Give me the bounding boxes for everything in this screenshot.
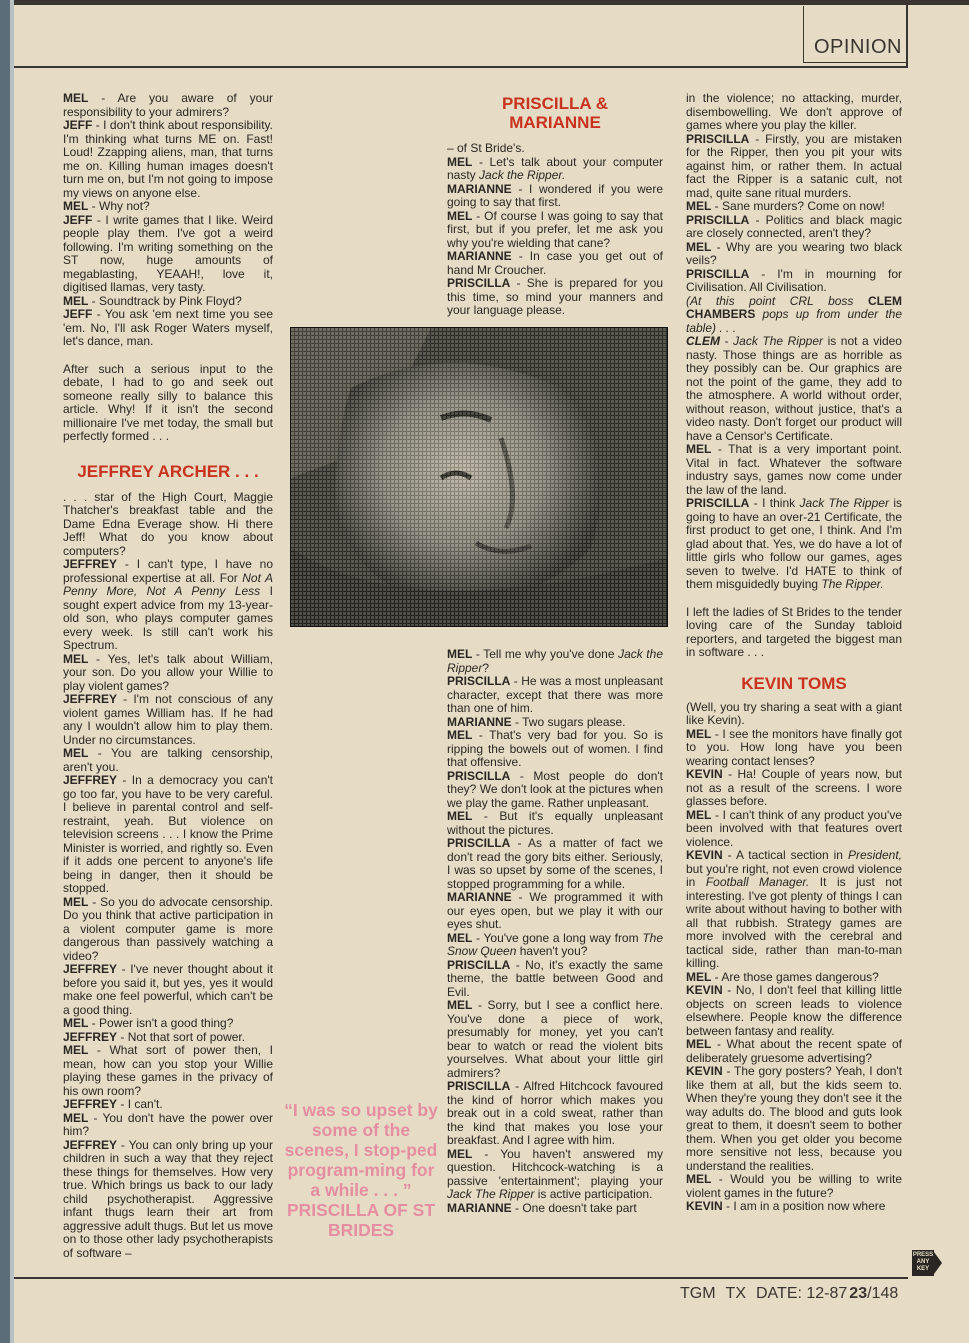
c2-mel-4: MEL - You haven't answered my question. Hitchcock-watching is a passive 'entertainment'; playing your Jack The Ripper is active participation. xyxy=(447,1146,663,1201)
c1-line-1: JEFF - I don't think about responsibility. I'm thinking what turns ME on. Fast! Loud! Zzapping aliens, man, that turns me on. Killing human images doesn't turn me on, but I'm not going to impose my views on anyone else. xyxy=(63,118,273,200)
c2-line-1: MEL - Of course I was going to say that first, but if you prefer, let me ask you why you're wielding that cane? xyxy=(447,208,663,250)
press-arrow-icon xyxy=(934,1252,942,1274)
c1-intro: . . . star of the High Court, Maggie Thatcher's breakfast table and the Dame Edna Everage show. Hi there Jeff! What do you know about computers? xyxy=(63,489,273,558)
c3-line-4: PRISCILLA - I'm in mourning for Civilisation. All Civilisation. xyxy=(686,266,902,294)
c3-k-1: KEVIN - Ha! Couple of years now, but not as a result of the screens. I wore glasses before. xyxy=(686,767,902,808)
press-any-key-badge: PRESS ANY KEY xyxy=(912,1250,934,1276)
column-2-bottom xyxy=(447,648,663,1215)
c2-c-0: PRISCILLA - No, it's exactly the same theme, the battle between Good and Evil. xyxy=(447,957,663,999)
c1-line-0: MEL - Are you aware of your responsibility to your admirers? xyxy=(63,91,273,119)
c2-b-0: PRISCILLA - He was a most unpleasant character, except that there was more than one of him. xyxy=(447,674,663,715)
header-rule xyxy=(14,66,908,68)
c2-mel-3: MEL - You've gone a long way from The Snow Queen haven't you? xyxy=(447,930,663,958)
c2-marianne-last: MARIANNE - One doesn't take part xyxy=(447,1200,637,1215)
c3-k-0: MEL - I see the monitors have finally got to you. How long have you been wearing contact lenses? xyxy=(686,726,902,768)
c1-line-4: MEL - Soundtrack by Pink Floyd? xyxy=(63,293,242,308)
column-2-top xyxy=(447,94,663,318)
column-3 xyxy=(686,92,902,1214)
c2-mel-1: MEL - Let's talk about your computer nasty Jack the Ripper. xyxy=(447,154,663,182)
c1-q-6: MEL - Power isn't a good thing? xyxy=(63,1016,234,1030)
footer-total: /148 xyxy=(867,1285,899,1302)
c2-b-3: PRISCILLA - Most people do don't they? We don't look at the pictures when we play the game. Rather unpleasant. xyxy=(447,768,663,810)
c1-q-7: JEFFREY - Not that sort of power. xyxy=(63,1029,246,1044)
c1-q-9: JEFFREY - I can't. xyxy=(63,1097,163,1111)
c2-b-1: MARIANNE - Two sugars please. xyxy=(447,714,626,729)
c3-kevin-tactical: KEVIN - A tactical section in President, but you're right, not even crowd violence in Football Manager. It is just not interesting. I've got plenty of things I can write about without having to bother with all that rubbish. Strategy games are more involved with the cerebral and tactical side, rather than man-to-man killing. xyxy=(686,848,902,970)
c1-line-2: MEL - Why not? xyxy=(63,199,150,213)
c3-line-1: MEL - Sane murders? Come on now! xyxy=(686,199,885,213)
c3-m-5: KEVIN - I am in a position now where xyxy=(686,1199,886,1213)
section-tab xyxy=(803,6,906,63)
heading-jeffrey-archer: JEFFREY ARCHER . . . xyxy=(77,461,259,481)
heading-priscilla: PRISCILLA & xyxy=(501,94,609,113)
c3-k-2: MEL - I can't think of any product you've been involved with that features overt violence. xyxy=(686,807,902,849)
c2-line-0: MARIANNE - I wondered if you were going to say that first. xyxy=(447,181,663,209)
c3-m-1: KEVIN - No, I don't feel that killing little objects on screen leads to violence elsewhere. People know the difference between fantasy and reality. xyxy=(686,983,902,1038)
c3-mel-1: MEL - That is a very important point. Vital in fact. Whatever the software industry says, games now come under the law of the land. xyxy=(686,442,902,497)
footer-date: DATE: 12-87 xyxy=(756,1285,848,1302)
top-rule xyxy=(14,0,969,5)
c1-q-8: MEL - What sort of power then, I mean, how can you stop your Willie playing these games in the privacy of his own room? xyxy=(63,1043,273,1098)
c1-q-5: JEFFREY - I've never thought about it before you said it, but yes, yes it would make one feel powerful, which can't be a good thing. xyxy=(63,962,273,1017)
c3-m-0: MEL - Are those games dangerous? xyxy=(686,969,879,984)
section-rule-vertical xyxy=(906,0,908,68)
c2-mel-2: MEL - Tell me why you've done Jack the Ripper? xyxy=(447,647,663,675)
c3-continuation: in the violence; no attacking, murder, disembowelling. We don't approve of games where you play the killer. xyxy=(686,91,902,132)
c1-line-5: JEFF - You ask 'em next time you see 'em. No, I'll ask Roger Waters myself, let's dance, man. xyxy=(63,307,273,348)
portrait-illustration xyxy=(291,328,667,626)
c1-q-4: MEL - So you do advocate censorship. Do you think that active participation in a violent computer game is more dangerous than passively watching a video? xyxy=(63,894,273,963)
column-1 xyxy=(63,92,273,1260)
c3-aside: (At this point CRL boss CLEM CHAMBERS pops up from under the table) . . . xyxy=(686,293,902,335)
c1-line-3: JEFF - I write games that I like. Weird people play them. I've got a weird following. I'm writing something on the ST now, huge amounts of megablasting, YEAAH!, love it, digitised llamas, very tasty. xyxy=(63,212,274,294)
c1-q-11: JEFFREY - You can only bring up your children in such a way that they reject these things for themselves. How very true. Which brings us back to our lady child psychotherapist. Aggressive infant thugs learn their art from aggressive adult thugs. But let us move on to those other lady psychotherapists of software – xyxy=(63,1137,274,1260)
heading-kevin-toms: KEVIN TOMS xyxy=(741,673,847,693)
pull-quote: “I was so upset by some of the scenes, I stop-ped program-ming for a while . . . ” PRISCILLA OF ST BRIDES xyxy=(284,1100,438,1240)
c1-bridge-paragraph: After such a serious input to the debate, I had to go and seek out someone really silly to balance this article. Why! If it isn't the second millionaire I've met today, the small but perfectly formed . . . xyxy=(63,361,273,443)
c1-q-3: JEFFREY - In a democracy you can't go too far, you have to be very careful. I believe in parental control and self-restraint, yeah. But violence on television screens . . . I know the Prime Minister is worried, and rightly so. Even if it adds one percent to anyone's life being in danger, then it should be stopped. xyxy=(63,773,273,895)
c2-b-5: PRISCILLA - As a matter of fact we don't read the gory bits either. Seriously, I was so upset by some of the scenes, I stopped programming for a while. xyxy=(447,836,663,891)
c3-line-0: PRISCILLA - Firstly, you are mistaken for the Ripper, then you pit your wits against him, or rather them. In actual fact the Ripper is a satanic cult, not mad, quite sane ritual murders. xyxy=(686,131,902,200)
c2-c-2: PRISCILLA - Alfred Hitchcock favoured the kind of horror which makes you break out in a cold sweat, rather than the kind that makes you lose your breakfast. And I agree with him. xyxy=(447,1079,663,1147)
c2-b-4: MEL - But it's equally unpleasant without the pictures. xyxy=(447,809,663,837)
c3-m-3: KEVIN - The gory posters? Yeah, I don't like them at all, but the kids seem to. When they're young they don't see it the way adults do. The blood and guts look great to them, it doesn't seem to bother them. When you get older you become more sensitive not less, because you understand the realities. xyxy=(686,1064,902,1173)
c2-c-1: MEL - Sorry, but I see a conflict here. You've done a piece of work, presumably for money, yet you can't bear to watch or read the violent bits yourselves. What about your little girl admirers? xyxy=(447,998,663,1080)
c3-priscilla-cert: PRISCILLA - I think Jack The Ripper is going to have an over-21 Certificate, the first product to get one, I think. And I'm glad about that. Yes, we do have a lot of little girls who follow our games, ages seven to twelve. I'd HATE to think of them misguidedly buying The Ripper. xyxy=(686,496,902,591)
c2-intro: – of St Bride's. xyxy=(447,141,525,155)
c3-m-4: MEL - Would you be willing to write violent games in the future? xyxy=(686,1172,903,1200)
c3-line-3: MEL - Why are you wearing two black veils? xyxy=(686,239,902,267)
page-footer xyxy=(680,1285,920,1303)
c1-q-10: MEL - You don't have the power over him? xyxy=(63,1110,273,1138)
heading-marianne: MARIANNE xyxy=(509,113,601,132)
c1-q-2: MEL - You are talking censorship, aren't you. xyxy=(63,746,273,774)
c3-clem: CLEM - Jack The Ripper is not a video nasty. Those things are as horrible as they possibly can be. Our graphics are not the point of the game, they add to the atmosphere. A world without order, without reason, without justice, that's a video nasty. Don't forget our product will have a Censor's Certificate. xyxy=(686,334,902,443)
footer-tx: TX xyxy=(725,1285,746,1302)
footer-mag: TGM xyxy=(680,1285,716,1302)
c3-line-2: PRISCILLA - Politics and black magic are closely connected, aren't they? xyxy=(686,212,902,240)
c1-q-1: JEFFREY - I'm not conscious of any violent games William has. If he had any I wouldn't allow him to play them. Under no circumstances. xyxy=(63,692,274,747)
c3-bridge-paragraph: I left the ladies of St Brides to the tender loving care of the Sunday tabloid reporters, and targeted the biggest man in software . . . xyxy=(686,604,902,659)
footer-rule xyxy=(14,1277,908,1279)
digitised-portrait-image xyxy=(290,327,668,627)
c2-line-3: PRISCILLA - She is prepared for you this time, so mind your manners and your language please. xyxy=(447,276,663,317)
c2-b-6: MARIANNE - We programmed it with our eyes open, but we play it with our eyes shut. xyxy=(447,890,663,931)
footer-page: 23 xyxy=(849,1285,868,1302)
section-label: OPINION xyxy=(814,36,902,58)
c1-q-0: MEL - Yes, let's talk about William, your son. Do you allow your Willie to play violent games? xyxy=(63,651,273,693)
c2-line-2: MARIANNE - In case you get out of hand Mr Croucher. xyxy=(447,249,663,277)
c1-jeffrey-1: JEFFREY - I can't type, I have no professional expertise at all. For Not A Penny More, Not A Penny Less I sought expert advice from my 13-year-old son, who plays computer games every week. Is still can't work his Spectrum. xyxy=(63,557,273,652)
c3-m-2: MEL - What about the recent spate of deliberately gruesome advertising? xyxy=(686,1037,902,1065)
c3-intro: (Well, you try sharing a seat with a giant like Kevin). xyxy=(686,699,902,727)
c2-b-2: MEL - That's very bad for you. So is ripping the bowels out of women. I find that offensive. xyxy=(447,728,663,769)
page-edge-strip xyxy=(0,0,14,1343)
